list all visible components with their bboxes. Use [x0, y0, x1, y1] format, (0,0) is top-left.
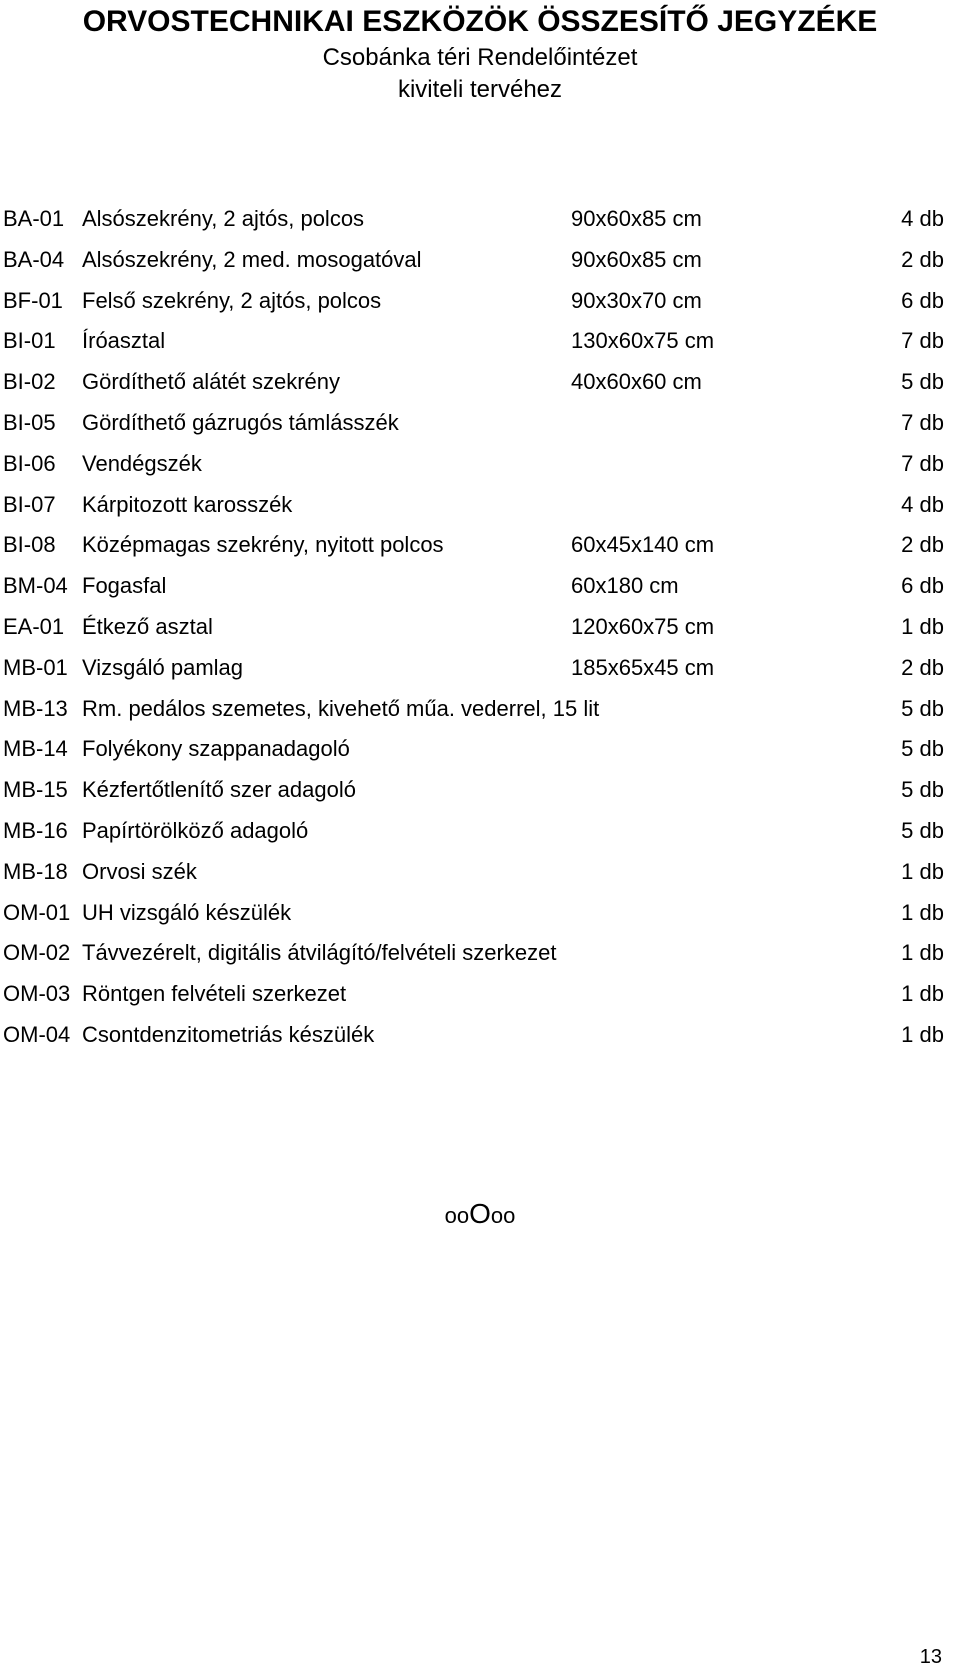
item-name: Vizsgáló pamlag — [82, 654, 244, 680]
list-item — [0, 816, 960, 846]
item-name: Alsószekrény, 2 med. mosogatóval — [82, 246, 422, 272]
document-subtitle-secondary: kiviteli tervéhez — [397, 76, 563, 103]
end-mark-char: o — [490, 1203, 504, 1228]
item-name: Távvezérelt, digitális átvilágító/felvételi szerkezet — [82, 940, 557, 966]
item-quantity: 5 db — [901, 369, 944, 395]
item-dimensions: 90x60x85 cm — [571, 246, 702, 272]
list-item — [0, 530, 960, 560]
item-code: BF-01 — [3, 287, 63, 313]
item-code: MB-01 — [3, 654, 68, 680]
document-subtitle: Csobánka téri Rendelőintézet — [322, 44, 638, 71]
item-name: Étkező asztal — [82, 614, 213, 639]
end-mark-char: o — [444, 1203, 457, 1228]
list-item — [0, 1020, 960, 1050]
item-code: BI-08 — [3, 532, 56, 558]
item-name: Felső szekrény, 2 ajtós, polcos — [82, 287, 382, 313]
item-code: MB-13 — [3, 695, 68, 721]
item-name: Fogasfal — [82, 573, 167, 599]
list-item — [0, 938, 960, 968]
item-code: BI-02 — [3, 369, 56, 395]
list-item — [0, 449, 960, 479]
item-dimensions: 60x180 cm — [571, 573, 679, 599]
list-item — [0, 286, 960, 316]
list-item — [0, 367, 960, 397]
end-mark — [0, 1198, 960, 1238]
item-name: Vendégszék — [82, 450, 202, 476]
list-item — [0, 653, 960, 683]
item-quantity: 1 db — [901, 1022, 944, 1047]
page-number: 13 — [919, 1646, 942, 1668]
item-code: BI-01 — [3, 328, 56, 354]
item-name: Íróasztal — [82, 328, 166, 354]
list-item — [0, 490, 960, 520]
document-header — [0, 0, 960, 102]
item-name: Papírtörölköző adagoló — [82, 818, 309, 843]
item-dimensions: 90x30x70 cm — [571, 287, 702, 313]
item-code: BI-06 — [3, 450, 56, 476]
item-code: BA-04 — [3, 246, 65, 272]
item-dimensions: 130x60x75 cm — [571, 328, 715, 354]
item-code: MB-18 — [3, 858, 68, 884]
list-item — [0, 408, 960, 438]
list-item — [0, 734, 960, 764]
item-name: Röntgen felvételi szerkezet — [82, 981, 347, 1007]
end-mark-char: O — [469, 1198, 491, 1229]
list-item — [0, 857, 960, 887]
item-quantity: 2 db — [901, 246, 944, 272]
item-code: OM-03 — [3, 981, 71, 1007]
item-name: UH vizsgáló készülék — [82, 899, 292, 925]
item-code: EA-01 — [3, 614, 65, 639]
item-name: Rm. pedálos szemetes, kivehető műa. vederrel, 15 lit — [82, 695, 600, 721]
list-item — [0, 612, 960, 642]
list-item — [0, 571, 960, 601]
item-quantity: 5 db — [901, 736, 944, 762]
item-code: BI-07 — [3, 491, 56, 517]
item-quantity: 1 db — [901, 899, 944, 925]
list-item — [0, 694, 960, 724]
item-quantity: 5 db — [901, 695, 944, 721]
item-name: Alsószekrény, 2 ajtós, polcos — [82, 206, 365, 231]
item-quantity: 1 db — [901, 940, 944, 966]
item-name: Kézfertőtlenítő szer adagoló — [82, 777, 356, 803]
item-quantity: 2 db — [901, 532, 944, 558]
item-code: OM-02 — [3, 940, 71, 966]
item-quantity: 4 db — [901, 491, 944, 517]
item-dimensions: 185x65x45 cm — [571, 654, 715, 680]
item-quantity: 1 db — [901, 614, 944, 639]
list-item — [0, 898, 960, 928]
item-name: Csontdenzitometriás készülék — [82, 1022, 375, 1047]
item-quantity: 2 db — [901, 654, 944, 680]
item-quantity: 6 db — [901, 573, 944, 599]
item-quantity: 1 db — [901, 981, 944, 1007]
item-quantity: 5 db — [901, 818, 944, 843]
item-code: OM-01 — [3, 899, 71, 925]
item-quantity: 4 db — [901, 206, 944, 231]
item-code: MB-15 — [3, 777, 68, 803]
item-code: BA-01 — [3, 206, 65, 231]
item-dimensions: 90x60x85 cm — [571, 206, 702, 231]
item-quantity: 7 db — [901, 450, 944, 476]
list-item — [0, 775, 960, 805]
item-code: BI-05 — [3, 410, 56, 435]
list-item — [0, 326, 960, 356]
item-name: Folyékony szappanadagoló — [82, 736, 350, 762]
item-name: Gördíthető gázrugós támlásszék — [82, 410, 399, 435]
end-mark-char: o — [456, 1203, 470, 1228]
item-quantity: 1 db — [901, 858, 944, 884]
item-dimensions: 120x60x75 cm — [571, 614, 715, 639]
item-name: Gördíthető alátét szekrény — [82, 369, 341, 395]
list-item — [0, 245, 960, 275]
item-code: OM-04 — [3, 1022, 71, 1047]
item-quantity: 6 db — [901, 287, 944, 313]
item-quantity: 7 db — [901, 328, 944, 354]
item-dimensions: 60x45x140 cm — [571, 532, 715, 558]
item-name: Középmagas szekrény, nyitott polcos — [82, 532, 444, 558]
item-quantity: 5 db — [901, 777, 944, 803]
item-code: BM-04 — [3, 573, 68, 599]
item-quantity: 7 db — [901, 410, 944, 435]
item-code: MB-16 — [3, 818, 68, 843]
item-name: Kárpitozott karosszék — [82, 491, 293, 517]
list-item — [0, 204, 960, 234]
item-name: Orvosi szék — [82, 858, 197, 884]
item-code: MB-14 — [3, 736, 68, 762]
item-dimensions: 40x60x60 cm — [571, 369, 702, 395]
list-item — [0, 979, 960, 1009]
document-title: ORVOSTECHNIKAI ESZKÖZÖK ÖSSZESÍTŐ JEGYZÉKE — [82, 5, 878, 38]
end-mark-char: o — [503, 1203, 516, 1228]
